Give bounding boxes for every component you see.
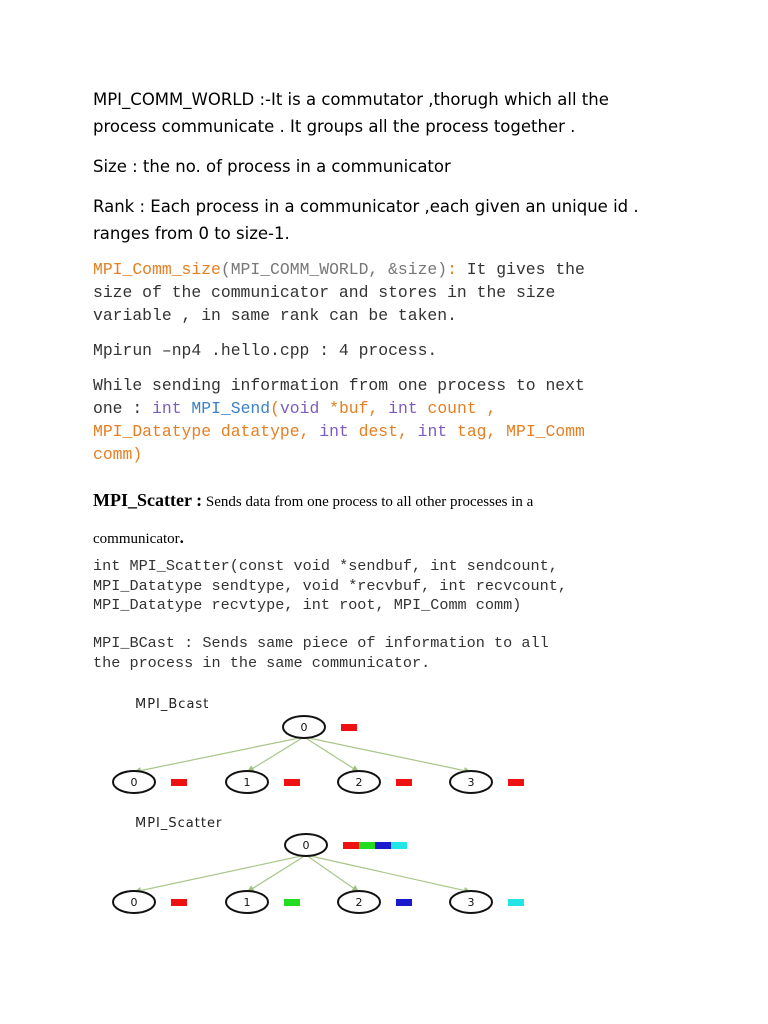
bcast-root-data-0 [341, 724, 357, 731]
send-comm-name: comm) [93, 445, 143, 464]
scatter-heading [93, 485, 693, 561]
scatter-title: MPI_Scatter [135, 816, 223, 831]
send-paren: ( [270, 399, 280, 418]
bcast-edge-0 [134, 737, 304, 772]
send-tag: tag, [447, 422, 507, 441]
send-datatype-type: MPI_Datatype [93, 422, 212, 441]
scatter-root-label: 0 [302, 839, 310, 852]
send-count: count , [417, 399, 497, 418]
bcast-line1: MPI_BCast : Sends same piece of information to all [93, 634, 549, 652]
scatter-node-label-0: 0 [130, 896, 138, 909]
scatter-root-data-2 [375, 842, 391, 849]
send-fn: MPI_Send [191, 399, 271, 418]
comm-size-colon: : [447, 260, 457, 279]
scatter-node-data-0 [171, 899, 187, 906]
send-kw-int2: int [388, 399, 418, 418]
comm-size-block [93, 258, 585, 327]
comm-size-desc1: It gives the [456, 260, 585, 279]
bcast-node-data-2 [396, 779, 412, 786]
scatter-signature [93, 557, 567, 616]
send-kw-void: void [279, 399, 320, 418]
send-prefix: one : [93, 399, 153, 418]
scatter-root-data-0 [343, 842, 359, 849]
comm-size-line3: variable , in same rank can be taken. [93, 306, 457, 325]
send-dest: dest, [348, 422, 418, 441]
bcast-title: MPI_Bcast [135, 697, 210, 712]
mpi-diagrams [0, 690, 768, 950]
bcast-line2: the process in the same communicator. [93, 653, 431, 672]
comm-world-line2: process communicate . It groups all the process together . [93, 117, 576, 136]
comm-size-fn: MPI_Comm_size [93, 260, 221, 279]
scatter-root-data-3 [391, 842, 407, 849]
send-comm-type: MPI_Comm [506, 422, 585, 441]
bcast-node-data-0 [171, 779, 187, 786]
scatter-node-data-3 [508, 899, 524, 906]
scatter-node-label-2: 2 [355, 896, 363, 909]
bcast-edge-3 [304, 737, 471, 772]
rank-line1: Rank : Each process in a communicator ,each given an unique id . [93, 197, 639, 216]
bcast-node-data-3 [508, 779, 524, 786]
comm-world-line1: MPI_COMM_WORLD :-It is a commutator ,thorugh which all the [93, 90, 609, 109]
scatter-desc1: Sends data from one process to all other processes in a [202, 494, 534, 510]
send-buf: *buf, [319, 399, 389, 418]
scatter-edge-0 [134, 855, 306, 892]
scatter-node-label-1: 1 [243, 896, 251, 909]
send-line1: While sending information from one process to next [93, 376, 585, 395]
scatter-sig-line3: MPI_Datatype recvtype, int root, MPI_Comm comm) [93, 596, 522, 614]
scatter-edge-1 [247, 855, 306, 892]
scatter-root-data-1 [359, 842, 375, 849]
scatter-edge-3 [306, 855, 471, 892]
mpirun-line: Mpirun –np4 .hello.cpp : 4 process. [93, 341, 438, 360]
comm-size-args: (MPI_COMM_WORLD, &size) [220, 260, 448, 279]
rank-paragraph [93, 193, 733, 247]
bcast-node-label-2: 2 [355, 776, 363, 789]
comm-world-paragraph [93, 86, 733, 140]
bcast-node-data-1 [284, 779, 300, 786]
bcast-node-label-1: 1 [243, 776, 251, 789]
bcast-root-label: 0 [300, 721, 308, 734]
scatter-title: MPI_Scatter : [93, 490, 203, 510]
scatter-node-data-1 [284, 899, 300, 906]
bcast-block [93, 634, 549, 673]
bcast-node-label-0: 0 [130, 776, 138, 789]
send-kw-int4: int [417, 422, 448, 441]
bcast-edge-1 [247, 737, 304, 772]
scatter-node-data-2 [396, 899, 412, 906]
send-kw-int3: int [319, 422, 349, 441]
comm-size-line2: size of the communicator and stores in the size [93, 283, 556, 302]
send-block [93, 374, 585, 466]
scatter-period: . [179, 528, 184, 547]
scatter-node-label-3: 3 [467, 896, 475, 909]
bcast-node-label-3: 3 [467, 776, 475, 789]
scatter-desc2: communicator [93, 531, 180, 547]
send-kw-int: int [152, 399, 182, 418]
send-datatype-name: datatype, [211, 422, 320, 441]
scatter-sig-line2: MPI_Datatype sendtype, void *recvbuf, int recvcount, [93, 576, 567, 595]
rank-line2: ranges from 0 to size-1. [93, 224, 290, 243]
size-paragraph: Size : the no. of process in a communicator [93, 157, 451, 176]
scatter-sig-line1: int MPI_Scatter(const void *sendbuf, int sendcount, [93, 557, 558, 575]
